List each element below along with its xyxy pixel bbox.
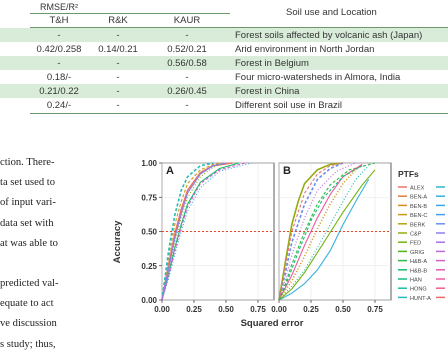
panel-b (271, 163, 391, 314)
table-row (0, 42, 448, 56)
table-cell: 0.52/0.21 (167, 44, 207, 55)
legend (398, 169, 448, 302)
col-header-kaur: KAUR (173, 15, 201, 26)
x-tick-label: 0.00 (154, 305, 170, 314)
table-cell: - (116, 30, 120, 41)
text-line: ction. There- (0, 157, 55, 168)
legend-label: BEN-B (410, 203, 428, 210)
text-line: s study; thus, (0, 338, 56, 350)
x-tick-label: 0.50 (218, 305, 234, 314)
col-header-th: T&H (49, 15, 69, 26)
table-row (0, 98, 448, 112)
y-tick-label: 1.00 (141, 159, 157, 168)
table-cell: Forest in Belgium (235, 58, 309, 69)
table-cell: - (116, 72, 120, 83)
table-cell: - (185, 30, 189, 41)
table-row (0, 70, 448, 84)
legend-label: HAN (410, 277, 422, 284)
table-cell: 0.14/0.21 (98, 44, 138, 55)
table-cell: 0.18/- (46, 72, 72, 83)
x-tick-label: 0.75 (367, 305, 383, 314)
table-cell: Different soil use in Brazil (235, 100, 343, 111)
text-line: at was able to (0, 237, 58, 249)
table-cell: - (57, 30, 61, 41)
table-column-header-row (0, 13, 448, 27)
legend-label: BERK (410, 222, 426, 229)
panel-label: A (166, 165, 174, 177)
x-tick-label: 0.00 (271, 305, 287, 314)
table-cell: 0.56/0.58 (167, 58, 207, 69)
table-cell: Four micro-watersheds in Almora, India (235, 72, 401, 83)
panel-a (141, 159, 274, 314)
legend-label: BEN-A (410, 194, 428, 201)
table-cell: - (185, 72, 189, 83)
legend-label: C&P (410, 231, 422, 238)
table-cell: Forest soils affected by volcanic ash (Japan) (235, 30, 423, 41)
legend-title: PTFs (398, 169, 419, 179)
y-tick-label: 0.50 (141, 227, 157, 237)
x-tick-label: 0.25 (186, 305, 202, 314)
text-line: ve discussion (0, 318, 57, 330)
table-cell: Arid environment in North Jordan (235, 44, 375, 55)
table-cell: - (116, 58, 120, 69)
accuracy-figure (112, 150, 448, 329)
table-cell: 0.24/- (46, 100, 72, 111)
x-axis-label: Squared error (240, 318, 304, 329)
table-cell: 0.42/0.258 (36, 44, 82, 55)
panel-label: B (283, 165, 291, 177)
table-row (0, 56, 448, 70)
table-cell: - (57, 58, 61, 69)
legend-label: HONG (410, 286, 427, 293)
table-cell: 0.21/0.22 (39, 86, 79, 97)
text-line: ta set used to (0, 177, 56, 189)
legend-label: ALEX (410, 185, 425, 192)
y-tick-label: 0.00 (141, 296, 157, 305)
x-tick-label: 0.25 (303, 305, 319, 314)
table-cell: - (116, 86, 120, 97)
legend-label: FED (410, 240, 422, 247)
table-bottom-rule (30, 113, 448, 114)
col-header-rk: R&K (108, 15, 128, 26)
table-group-header-row (0, 0, 448, 18)
text-line: data set with (0, 217, 54, 229)
body-paragraph (0, 153, 110, 355)
x-tick-label: 0.75 (250, 305, 266, 314)
table-cell: Forest in China (235, 86, 300, 97)
x-tick-label: 0.50 (335, 305, 351, 314)
y-axis-label: Accuracy (112, 220, 123, 264)
soil-use-header: Soil use and Location (286, 7, 377, 18)
table-cell: - (185, 100, 189, 111)
table-row (0, 28, 448, 42)
y-tick-label: 0.75 (141, 193, 157, 203)
legend-label: H&B-B (410, 268, 428, 275)
text-line: of input vari- (0, 197, 56, 209)
text-line: predicted val- (0, 278, 59, 290)
table-cell: - (116, 100, 120, 111)
y-tick-label: 0.25 (141, 261, 157, 271)
table-row (0, 84, 448, 98)
legend-label: GRIG (410, 249, 425, 256)
text-line (0, 254, 110, 274)
legend-label: HUNT-A (410, 295, 431, 302)
table-cell: 0.26/0.45 (167, 86, 207, 97)
rmse-header: RMSE/R² (40, 2, 78, 12)
text-line: equate to act (0, 298, 54, 310)
legend-label: BEN-C (410, 213, 428, 220)
legend-label: H&B-A (410, 259, 428, 266)
